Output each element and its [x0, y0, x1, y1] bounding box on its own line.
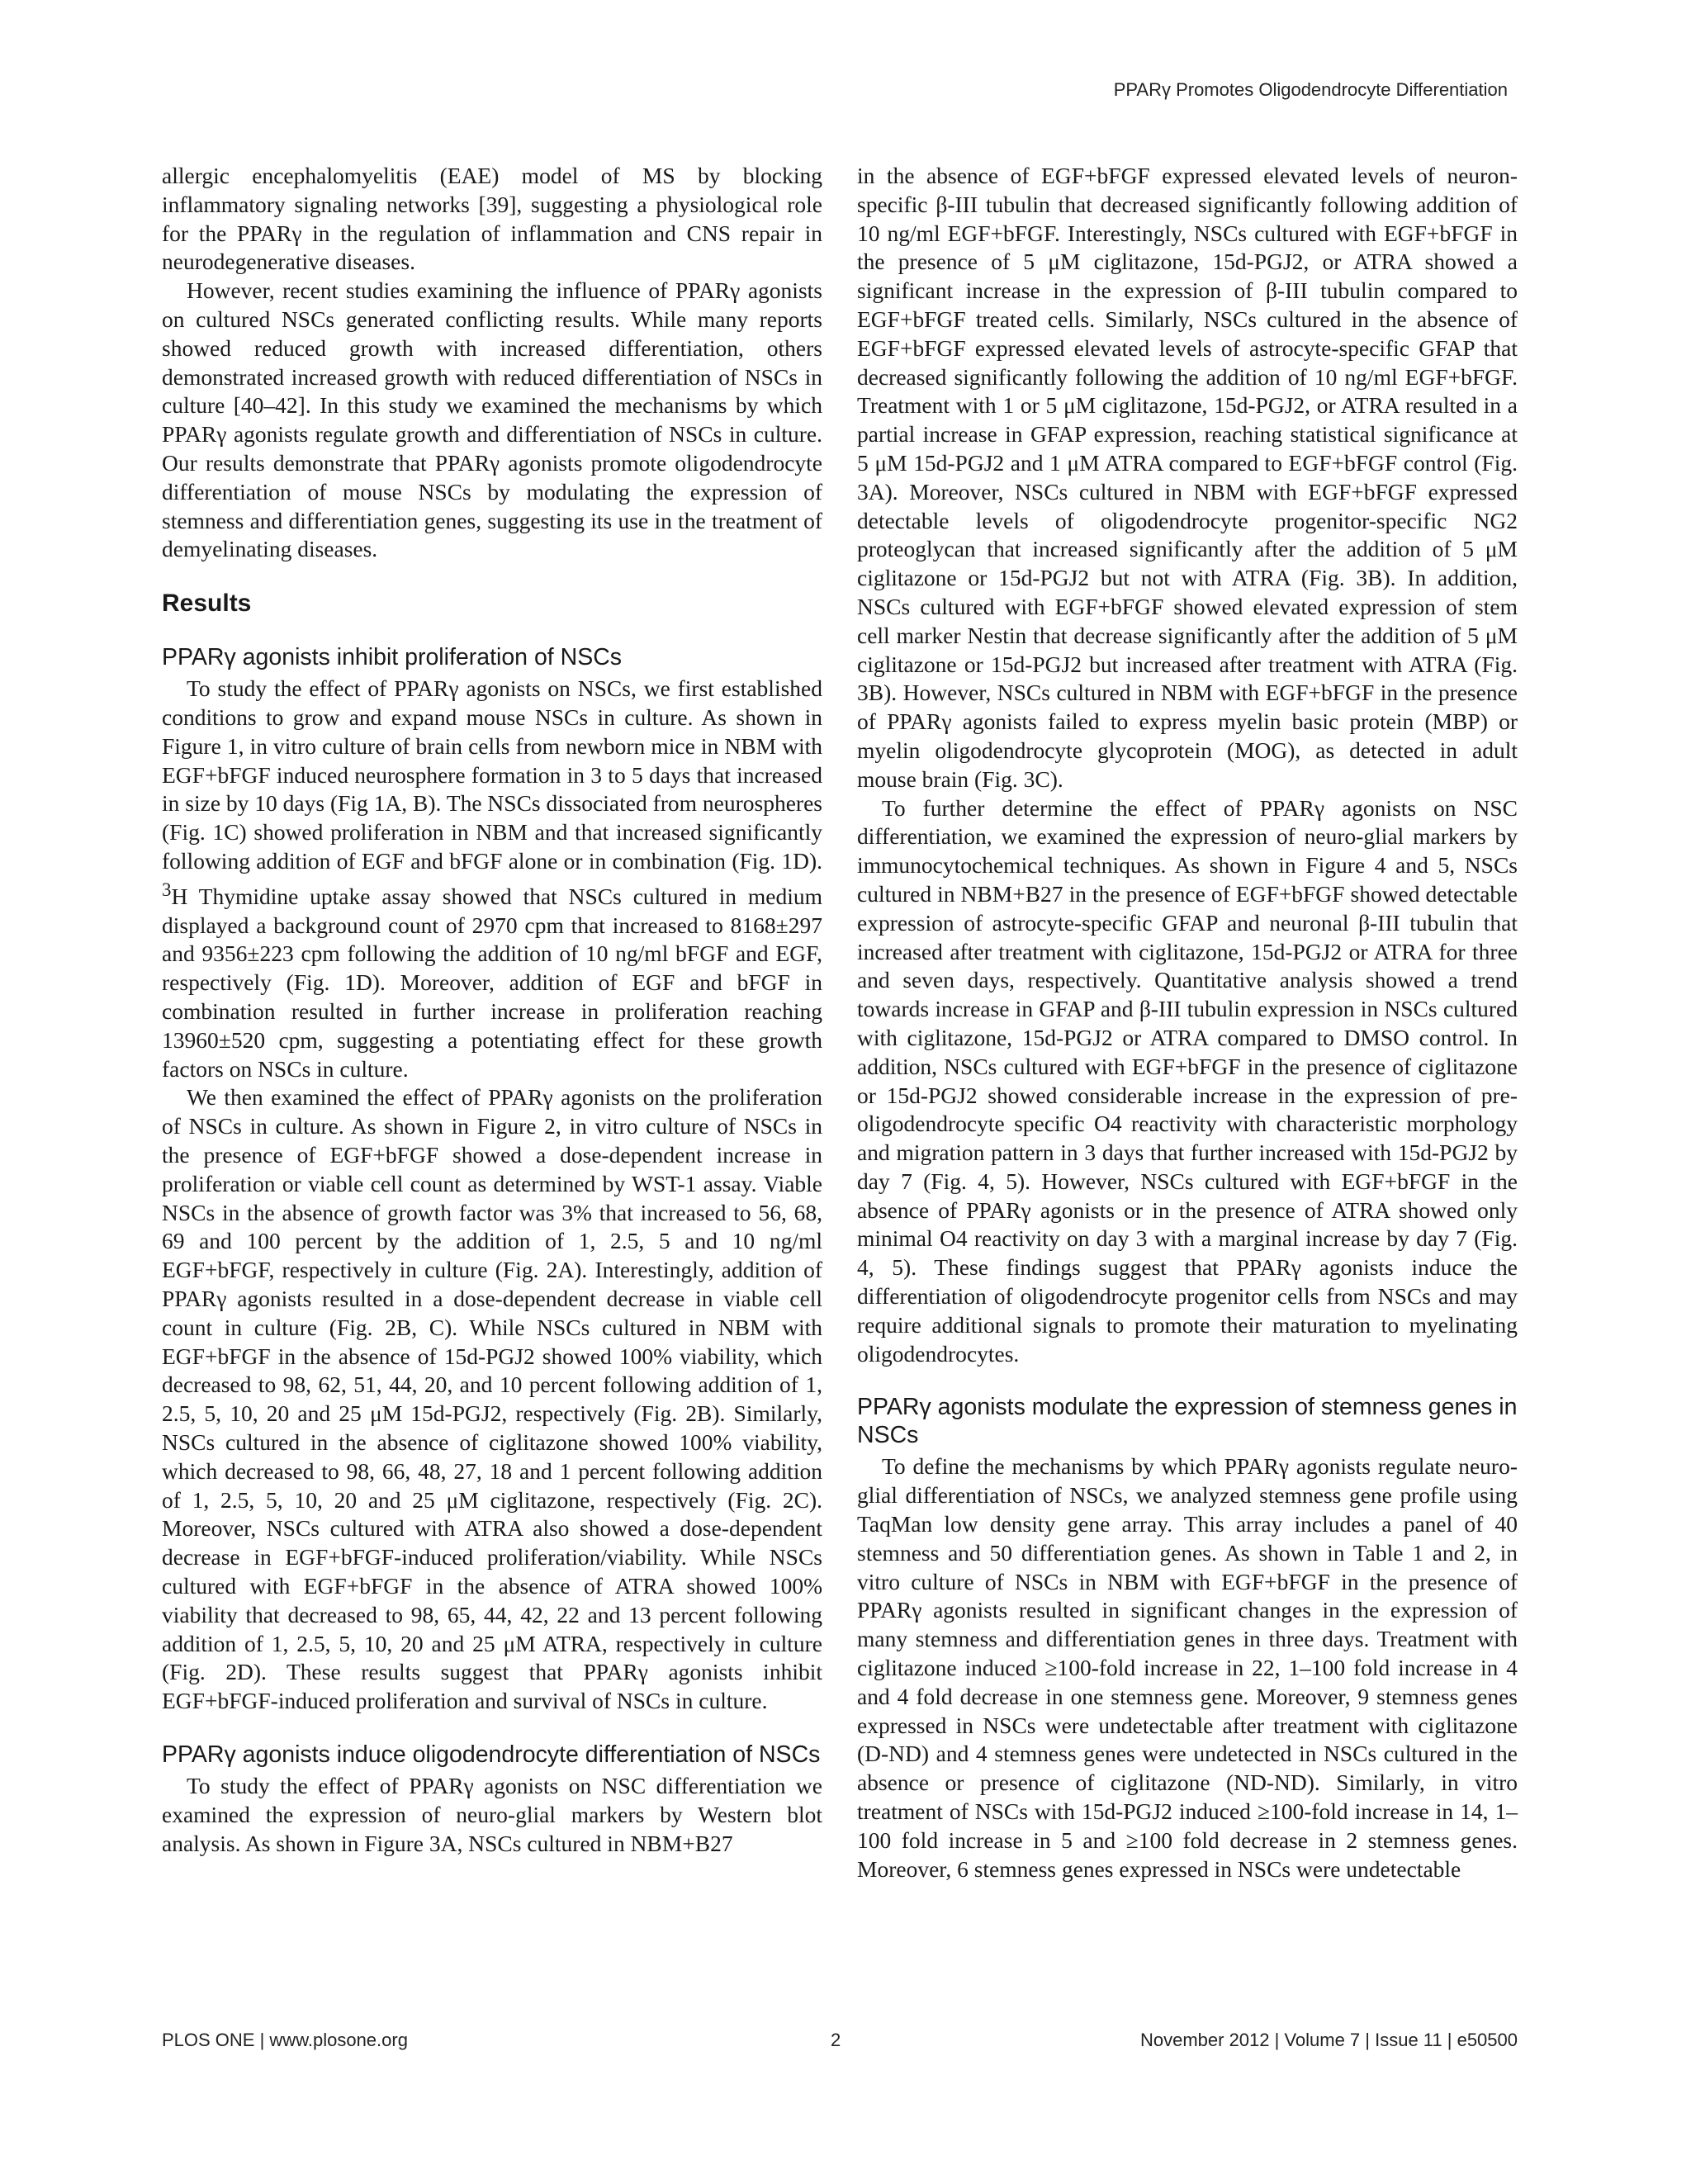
paragraph: To study the effect of PPARγ agonists on NSC differentiation we examined the expression of neuro-glial markers by Western blot analysis. As shown in Figure 3A, NSCs cultured in NBM+B27: [162, 1773, 822, 1856]
paragraph: in the absence of EGF+bFGF expressed elevated levels of neuron-specific β-III tubulin that decreased significantly following addition of 10 ng/ml EGF+bFGF. Interestingly, NSCs cultured with EGF+bFGF in the presence of 5 μM ciglitazone, 15d-PGJ2, or ATRA showed a significant increase in the expression of β-III tubulin compared to EGF+bFGF treated cells. Similarly, NSCs cultured in the absence of EGF+bFGF expressed elevated levels of astrocyte-specific GFAP that decreased significantly following the addition of 10 ng/ml EGF+bFGF. Treatment with 1 or 5 μM ciglitazone, 15d-PGJ2, or ATRA resulted in a partial increase in GFAP expression, reaching statistical significance at 5 μM 15d-PGJ2 and 1 μM ATRA compared to EGF+bFGF control (Fig. 3A). Moreover, NSCs cultured in NBM with EGF+bFGF expressed detectable levels of oligodendrocyte progenitor-specific NG2 proteoglycan that increased significantly after the addition of 5 μM ciglitazone or 15d-PGJ2 but not with ATRA (Fig. 3B). In addition, NSCs cultured with EGF+bFGF showed elevated expression of stem cell marker Nestin that decrease significantly after the addition of 5 μM ciglitazone or 15d-PGJ2 but increased after treatment with ATRA (Fig. 3B). However, NSCs cultured in NBM with EGF+bFGF in the presence of PPARγ agonists failed to express myelin basic protein (MBP) or myelin oligodendrocyte glycoprotein (MOG), as detected in adult mouse brain (Fig. 3C).: [857, 163, 1518, 792]
paragraph: However, recent studies examining the influence of PPARγ agonists on cultured NSCs generated conflicting results. While many reports showed reduced growth with increased differentiation, others demonstrated increased growth with reduced differentiation of NSCs in culture [40–42]. In this study we examined the mechanisms by which PPARγ agonists regulate growth and differentiation of NSCs in culture. Our results demonstrate that PPARγ agonists promote oligodendrocyte differentiation of mouse NSCs by modulating the expression of stemness and differentiation genes, suggesting its use in the treatment of demyelinating diseases.: [162, 277, 822, 562]
paragraph: To define the mechanisms by which PPARγ agonists regulate neuro-glial differentiation of NSCs, we analyzed stemness gene profile using TaqMan low density gene array. This array includes a panel of 40 stemness and 50 differentiation genes. As shown in Table 1 and 2, in vitro culture of NSCs in NBM with EGF+bFGF in the presence of PPARγ agonists resulted in significant changes in the expression of many stemness and differentiation genes in three days. Treatment with ciglitazone induced ≥100-fold increase in 22, 1–100 fold increase in 4 and 4 fold decrease in one stemness gene. Moreover, 9 stemness genes expressed in NSCs were undetectable after treatment with ciglitazone (D-ND) and 4 stemness genes were undetected in NSCs cultured in the absence or presence of ciglitazone (ND-ND). Similarly, in vitro treatment of NSCs with 15d-PGJ2 induced ≥100-fold increase in 14, 1–100 fold increase in 5 and ≥100 fold decrease in 2 stemness genes. Moreover, 6 stemness genes expressed in NSCs were undetectable: [857, 1453, 1518, 1882]
paragraph-part: H Thymidine uptake assay showed that NSCs cultured in medium displayed a background count of 2970 cpm that increased to 8168±297 and 9356±223 cpm following the addition of 10 ng/ml bFGF and EGF, respectively (Fig. 1D). Moreover, addition of EGF and bFGF in combination resulted in further increase in proliferation reaching 13960±520 cpm, suggesting a potentiating effect for these growth factors on NSCs in culture.: [162, 883, 822, 1082]
subsection-heading: PPARγ agonists induce oligodendrocyte differentiation of NSCs: [162, 1741, 821, 1768]
paragraph: We then examined the effect of PPARγ agonists on the proliferation of NSCs in culture. As shown in Figure 2, in vitro culture of NSCs in the presence of EGF+bFGF showed a dose-dependent increase in proliferation or viable cell count as determined by WST-1 assay. Viable NSCs in the absence of growth factor was 3% that increased to 56, 68, 69 and 100 percent by the addition of 1, 2.5, 5 and 10 ng/ml EGF+bFGF, respectively in culture (Fig. 2A). Interestingly, addition of PPARγ agonists resulted in a dose-dependent decrease in viable cell count in culture (Fig. 2B, C). While NSCs cultured in NBM with EGF+bFGF in the absence of 15d-PGJ2 showed 100% viability, which decreased to 98, 62, 51, 44, 20, and 10 percent following addition of 1, 2.5, 5, 10, 20 and 25 μM 15d-PGJ2, respectively (Fig. 2B). Similarly, NSCs cultured in the absence of ciglitazone showed 100% viability, which decreased to 98, 66, 48, 27, 18 and 1 percent following addition of 1, 2.5, 5, 10, 20 and 25 μM ciglitazone, respectively (Fig. 2C). Moreover, NSCs cultured with ATRA also showed a dose-dependent decrease in EGF+bFGF-induced proliferation/viability. While NSCs cultured with EGF+bFGF in the absence of ATRA showed 100% viability that decreased to 98, 65, 44, 42, 22 and 13 percent following addition of 1, 2.5, 5, 10, 20 and 25 μM ATRA, respectively in culture (Fig. 2D). These results suggest that PPARγ agonists inhibit EGF+bFGF-induced proliferation and survival of NSCs in culture.: [162, 1084, 822, 1714]
subsection-heading: PPARγ agonists inhibit proliferation of NSCs: [162, 644, 623, 671]
superscript: 3: [162, 879, 172, 900]
paragraph: To further determine the effect of PPARγ agonists on NSC differentiation, we examined the expression of neuro-glial markers by immunocytochemical techniques. As shown in Figure 4 and 5, NSCs cultured in NBM+B27 in the presence of EGF+bFGF showed detectable expression of astrocyte-specific GFAP and neuronal β-III tubulin that increased after treatment with ciglitazone, 15d-PGJ2 or ATRA for three and seven days, respectively. Quantitative analysis showed a trend towards increase in GFAP and β-III tubulin expression in NSCs cultured with ciglitazone, 15d-PGJ2 or ATRA compared to DMSO control. In addition, NSCs cultured with EGF+bFGF in the presence of ciglitazone or 15d-PGJ2 showed considerable increase in the expression of pre-oligodendrocyte specific O4 reactivity with characteristic morphology and migration pattern in 3 days that further increased with 15d-PGJ2 by day 7 (Fig. 4, 5). However, NSCs cultured with EGF+bFGF in the absence of PPARγ agonists or in the presence of ATRA showed only minimal O4 reactivity on day 3 with a marginal increase by day 7 (Fig. 4, 5). These findings suggest that PPARγ agonists induce the differentiation of oligodendrocyte progenitor cells from NSCs and may require additional signals to promote their maturation to myelinating oligodendrocytes.: [857, 794, 1518, 1367]
paragraph-part: To study the effect of PPARγ agonists on NSCs, we first established conditions to grow and expand mouse NSCs in culture. As shown in Figure 1, in vitro culture of brain cells from newborn mice in NBM with EGF+bFGF induced neurosphere formation in 3 to 5 days that increased in size by 10 days (Fig 1A, B). The NSCs dissociated from neurospheres (Fig. 1C) showed proliferation in NBM and that increased significantly following addition of EGF and bFGF alone or in combination (Fig. 1D).: [162, 675, 822, 874]
page-number: 2: [831, 2030, 841, 2050]
paragraph: [162, 675, 822, 1083]
right-column: [857, 162, 1518, 1883]
issue-info: November 2012 | Volume 7 | Issue 11 | e50500: [1139, 2030, 1518, 2050]
results-heading: Results: [162, 590, 252, 618]
paragraph: allergic encephalomyelitis (EAE) model of MS by blocking inflammatory signaling networks [39], suggesting a physiological role for the PPARγ in the regulation of inflammation and CNS repair in neurodegenerative diseases.: [162, 163, 822, 275]
left-column: [162, 162, 822, 1858]
subsection-heading: PPARγ agonists modulate the expression of stemness genes in NSCs: [857, 1394, 1518, 1449]
running-title: PPARγ Promotes Oligodendrocyte Differentiation: [1113, 79, 1508, 100]
journal-url: PLOS ONE | www.plosone.org: [162, 2030, 408, 2050]
